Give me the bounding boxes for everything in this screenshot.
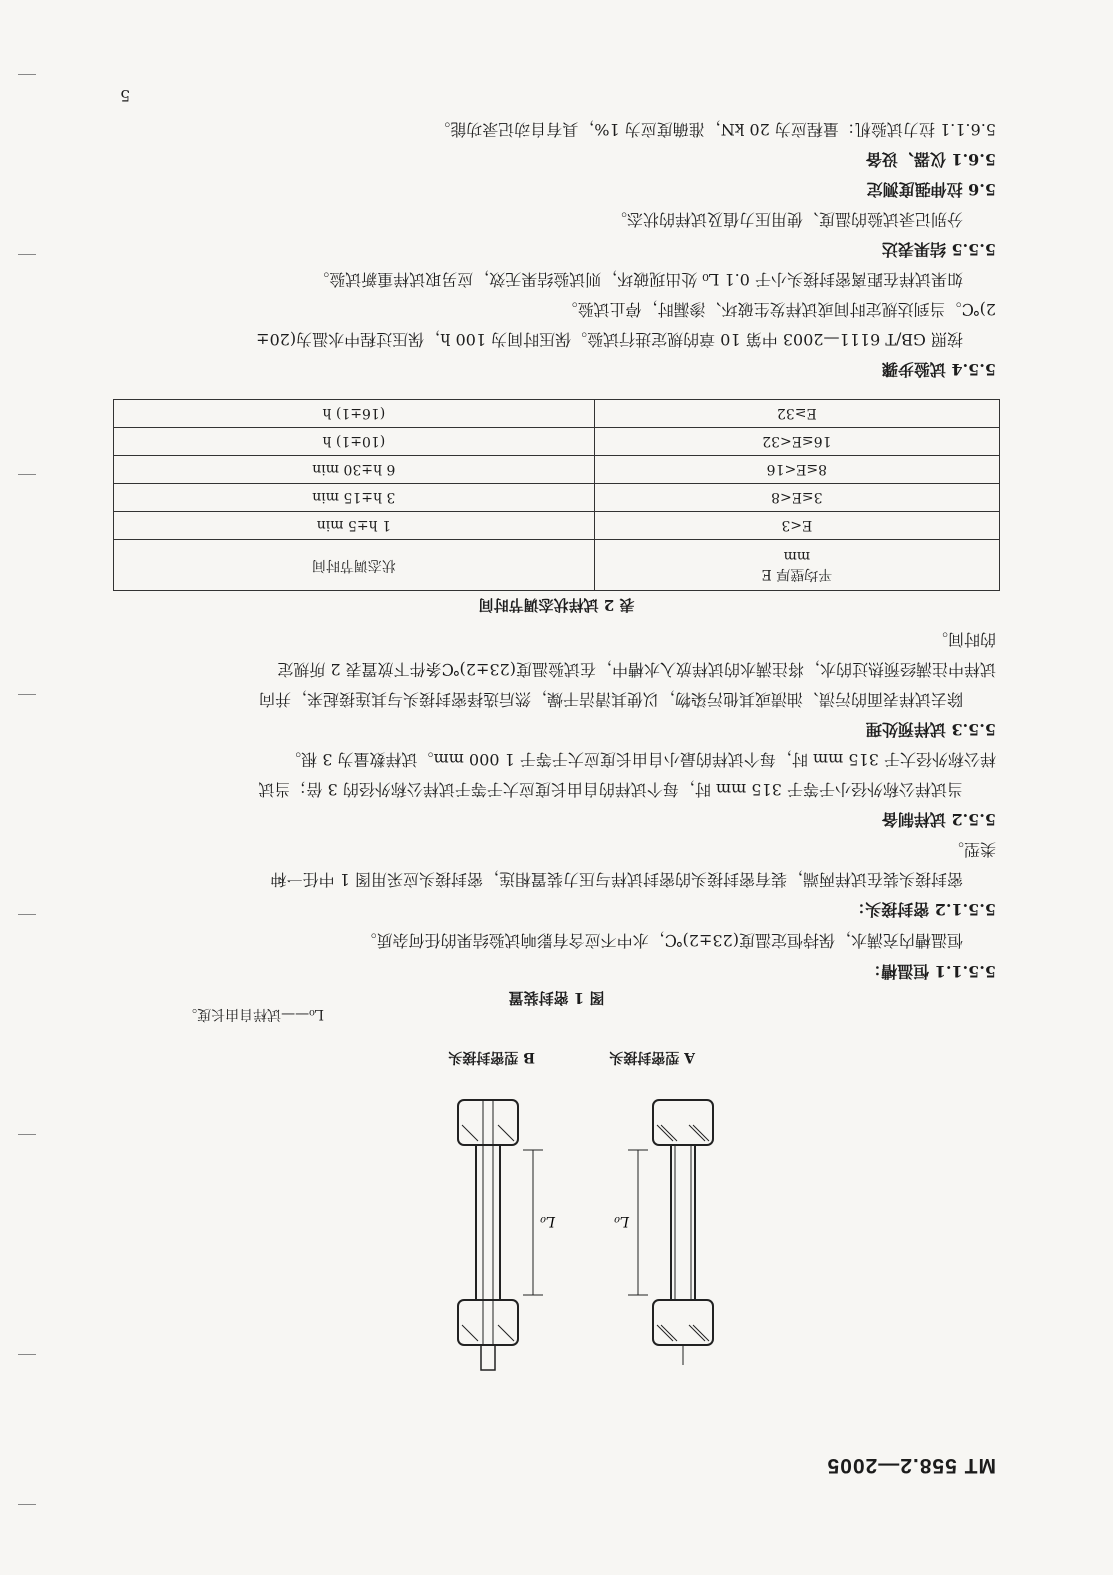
table-row <box>114 484 1000 512</box>
table-cell-thickness: 8≤E<16 <box>594 456 999 484</box>
paragraph-5-5-1-2-line2: 类型。 <box>947 840 996 859</box>
paragraph-5-5-4-line3: 如果试样在距离密封接头小于 0.1 L₀ 处出现破坏，则试验结果无效，应另取试样重新试验。 <box>313 270 963 289</box>
paragraph-5-5-4-line1: 按照 GB/T 6111—2003 中第 10 章的规定进行试验。保压时间为 100 h，保压过程中水温为(20± <box>256 330 963 349</box>
table-cell-thickness: 16≤E<32 <box>594 428 999 456</box>
table-cell-time: 3 h±15 min <box>114 484 595 512</box>
scan-edge-mark <box>18 254 36 255</box>
table-row <box>114 512 1000 540</box>
heading-5-6-1: 5.6.1 仪器、设备 <box>865 150 996 169</box>
scan-edge-mark <box>18 1354 36 1355</box>
table-header-row <box>114 540 1000 591</box>
table-header-thickness: 平均壁厚 E mm <box>594 540 999 591</box>
table-cell-time: 6 h±30 min <box>114 456 595 484</box>
scan-edge-mark <box>18 1134 36 1135</box>
heading-5-5-3: 5.5.3 试样预处理 <box>865 720 996 739</box>
figure-label-b: B 型密封接头 <box>448 1049 535 1065</box>
table-cell-time: (16±1) h <box>114 400 595 428</box>
table-cell-time: 1 h±5 min <box>114 512 595 540</box>
table-cell-thickness: 3≤E<8 <box>594 484 999 512</box>
seal-joint-type-a-drawing <box>653 1100 713 1365</box>
table-caption: 表 2 试样状态调节时间 <box>478 596 635 614</box>
table-cell-thickness: E<3 <box>594 512 999 540</box>
figure-label-a: A 型密封接头 <box>609 1049 695 1065</box>
heading-5-5-1-1: 5.5.1.1 恒温槽： <box>865 962 996 981</box>
paragraph-5-5-4-line2: 2)℃。当到达规定时间或试样发生破坏、渗漏时，停止试验。 <box>561 300 996 319</box>
scan-edge-mark <box>18 694 36 695</box>
scan-edge-mark <box>18 474 36 475</box>
figure-sealing-devices <box>373 1075 733 1375</box>
seal-joint-type-b-drawing <box>458 1100 518 1370</box>
paragraph-5-5-3-line2: 试样中注满经预热过的水，将注满水的试样放入水槽中，在试验温度(23±2)℃条件下放置表 2 所规定 <box>277 660 996 679</box>
figure-caption: 图 1 密封装置 <box>508 989 605 1007</box>
dimension-label-a: L₀ <box>614 1213 629 1229</box>
dimension-label-b: L₀ <box>540 1213 555 1229</box>
scan-edge-mark <box>18 1504 36 1505</box>
paragraph-5-5-1-2-line1: 密封接头装在试样两端，装有密封接头的密封试样与压力装置相连，密封接头应采用图 1 中任一种 <box>270 870 963 889</box>
paragraph-5-5-1-1: 恒温槽内充满水，保持恒定温度(23±2)℃，水中不应含有影响试验结果的任何杂质。 <box>360 931 963 950</box>
paragraph-5-5-5: 分别记录试验的温度、使用压力值及试样的状态。 <box>610 210 963 229</box>
heading-5-5-1-2: 5.5.1.2 密封接头： <box>849 900 996 919</box>
table-header-time: 状态调节时间 <box>114 540 595 591</box>
paragraph-5-5-3-line3: 的时间。 <box>931 630 996 649</box>
heading-5-5-5: 5.5.5 结果表达 <box>881 240 996 259</box>
scan-edge-mark <box>18 74 36 75</box>
paragraph-5-5-2-line1: 当试样公称外径小于等于 315 mm 时，每个试样的自由长度应大于等于试样公称外径的 3 倍；当试 <box>258 780 963 799</box>
scan-edge-mark <box>18 914 36 915</box>
table-cell-thickness: E≥32 <box>594 400 999 428</box>
heading-5-5-4: 5.5.4 试验步骤 <box>881 360 996 379</box>
heading-5-5-2: 5.5.2 试样制备 <box>881 810 996 829</box>
table-row <box>114 456 1000 484</box>
dimension-a <box>628 1150 648 1295</box>
table-row <box>114 400 1000 428</box>
page-number: 5 <box>120 86 131 105</box>
paragraph-5-5-3-line1: 除去试样表面的污渍、油渍或其他污染物，以使其清洁干燥，然后选择密封接头与其连接起来，并向 <box>258 690 963 709</box>
table-row <box>114 428 1000 456</box>
figure-note: L₀——试样自由长度。 <box>183 1006 324 1022</box>
table-cell-time: (10±1) h <box>114 428 595 456</box>
standard-number: MT 558.2—2005 <box>826 1454 996 1477</box>
heading-5-6: 5.6 拉伸强度测定 <box>866 180 996 199</box>
paragraph-5-5-2-line2: 样公称外径大于 315 mm 时，每个试样的最小自由长度应大于等于 1 000 mm。试样数量为 3 根。 <box>285 750 996 769</box>
paragraph-5-6-1-1: 5.6.1.1 拉力试验机：量程应为 20 kN，准确度应为 1%，具有自动记录功能。 <box>434 120 996 139</box>
conditioning-time-table <box>113 399 1000 591</box>
